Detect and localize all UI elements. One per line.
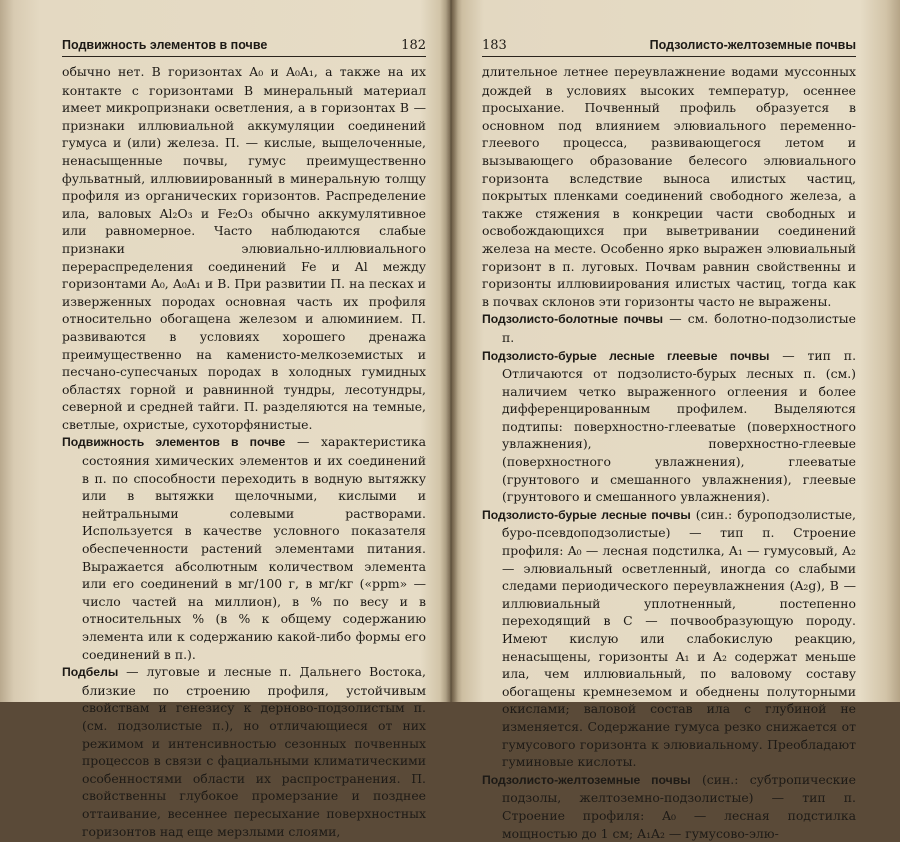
entry-headword: Подзолисто-болотные почвы — [482, 312, 664, 327]
entry-headword: Подзолисто-бурые лесные глеевые почвы — [482, 348, 770, 363]
entry-paragraph — [482, 771, 856, 842]
right-running-title: Подзолисто-желтоземные почвы — [649, 38, 856, 52]
entry-paragraph — [482, 310, 856, 346]
entry-paragraph — [62, 663, 426, 840]
entry-headword: Подзолисто-желтоземные почвы — [482, 772, 691, 787]
left-page — [0, 0, 450, 839]
right-page-header — [482, 38, 856, 57]
entry-paragraph — [482, 506, 856, 771]
right-page-body — [482, 63, 856, 842]
right-page-number: 183 — [482, 38, 507, 53]
entry-headword: Подзолисто-бурые лесные почвы — [482, 507, 691, 522]
entry-paragraph — [482, 63, 856, 310]
entry-text: (син.: буроподзолистые, буро-псевдоподзолистые) — тип п. Строение профиля: A₀ — лесная подстилка, A₁ — гумусовый, A₂ — элювиальный осветленный, иногда со слабыми следами периодического переувлажнения (A₂g), B — иллювиальный уплотненный, постепенно переходящий в C — почвообразующую породу. Имеют кислую или слабокислую реакцию, ненасыщены, горизонты A₁ и A₂ содержат меньше ила, чем иллювиальный, по валовому составу обогащены кремнеземом и обеднены полуторными окислами; валовой состав ила с глубиной не изменяется. Содержание гумуса резко снижается от гумусового горизонта к элювиальному. Преобладают гуминовые кислоты. — [502, 506, 856, 770]
left-page-number: 182 — [401, 38, 426, 53]
entry-text: — см. болотно-подзолистые п. — [502, 311, 857, 345]
entry-text: — луговые и лесные п. Дальнего Востока, близкие по строению профиля, устойчивым свойствам и генезису к дерново-подзолистым п. (см. подзолистые п.), но отличающиеся от них режимом и интенсивностью сезонных почвенных процессов в связи с фациальными климатическими особенностями области их распространения. П. свойственны глубокое промерзание и позднее оттаивание, весеннее пересыхание поверхностных горизонтов над еще мерзлыми слоями, — [82, 664, 426, 839]
entry-paragraph — [62, 433, 426, 663]
entry-text: обычно нет. В горизонтах A₀ и A₀A₁, а также на их контакте с горизонтами B минеральный материал имеет микропризнаки осветления, а в горизонтах B — признаки иллювиальной аккумуляции соединений гумуса и (или) железа. П. — кислые, выщелоченные, ненасыщенные почвы, гумус преимущественно фульватный, иллювиированный в минеральную толщу профиля из органических горизонтов. Распределение ила, валовых Al₂O₃ и Fe₂O₃ обычно аккумулятивное или равномерное. Часто наблюдаются слабые признаки элювиально-иллювиального перераспределения соединений Fe и Al между горизонтами A₀, A₀A₁ и B. При развитии П. на песках и изверженных породах основная часть их профиля относительно обогащена железом и алюминием. П. развиваются в условиях хорошего дренажа преимущественно на каменисто-мелкоземистых и песчано-супесчаных породах в холодных гумидных областях горной и равнинной тундры, лесотундры, северной и средней тайги. П. разделяются на темные, светлые, охристые, сухоторфянистые. — [62, 64, 426, 432]
entry-headword: Подбелы — [62, 665, 119, 680]
entry-text: — тип п. Отличаются от подзолисто-бурых лесных п. (см.) наличием четко выраженного оглеения и более дифференцированным профилем. Выделяются подтипы: поверхностно-глееватые (поверхностного увлажнения), поверхностно-глеевые (поверхностного увлажнения), глееватые (грунтового и смешанного увлажнения), глеевые (грунтового и смешанного увлажнения). — [502, 347, 857, 505]
entry-headword: Подвижность элементов в почве — [62, 435, 286, 450]
entry-text: (син.: субтропические подзолы, желтоземно-подзолистые) — тип п. Строение профиля: A₀ — лесная подстилка мощностью до 1 см; A₁A₂ — гумусово-элю- — [502, 771, 856, 841]
entry-paragraph — [62, 63, 426, 433]
entry-paragraph — [482, 347, 856, 506]
left-page-body — [62, 63, 426, 840]
entry-text: — характеристика состояния химических элементов и их соединений в п. по способности переходить в водную вытяжку или в вытяжки щелочными, кислыми и нейтральными солевыми растворами. Используется в качестве условного показателя обеспеченности растений элементами питания. Выражается абсолютным количеством элемента или его соединений в мг/100 г, в мг/кг («ppm» — число частей на миллион), в % по весу и в относительных % (в % к общему содержанию элемента или к содержанию какой-либо формы его соединений в п.). — [82, 434, 426, 662]
left-page-header — [62, 38, 426, 57]
left-running-title: Подвижность элементов в почве — [62, 38, 268, 52]
entry-text: длительное летнее переувлажнение водами муссонных дождей в условиях высоких температур, осеннее просыхание. Почвенный профиль образуется в основном под влиянием элювиального переменно-глеевого процесса, развивающегося летом и вызывающего образование белесого элювиального горизонта вследствие выноса илистых частиц, покрытых пленками соединений свободного железа, а также стяжения в конкреции части свободных и освобождающихся при выветривании соединений железа на месте. Особенно ярко выражен элювиальный горизонт в п. луговых. Почвам равнин свойственны и горизонты иллювиирования илистых частиц, тогда как в почвах склонов эти горизонты часто не выражены. — [482, 64, 856, 309]
right-page — [452, 0, 900, 841]
